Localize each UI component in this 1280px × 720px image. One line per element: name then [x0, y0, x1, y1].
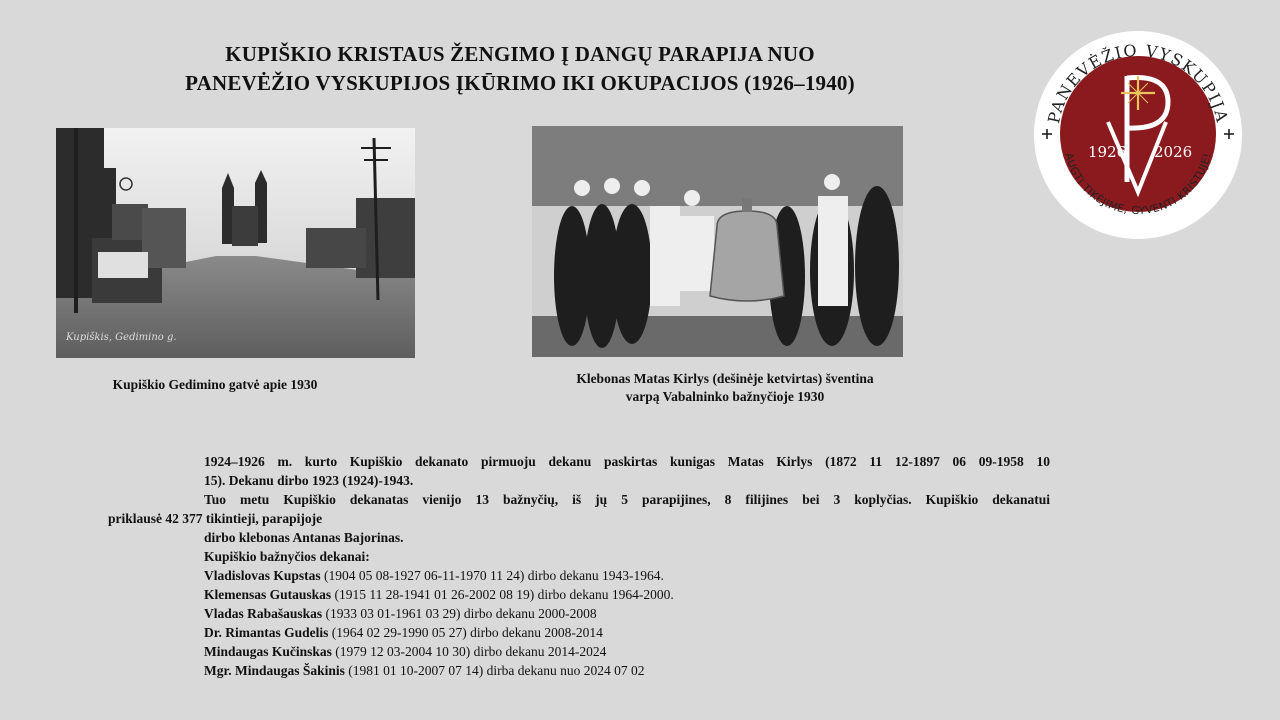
dean-item [204, 661, 1050, 680]
dean-details: (1964 02 29-1990 05 27) dirbo dekanu 2008-2014 [328, 625, 603, 640]
dean-details: (1981 01 10-2007 07 14) dirba dekanu nuo 2024 07 02 [344, 663, 645, 678]
diocese-logo [1032, 30, 1244, 240]
paragraph-2-line-1: Tuo metu Kupiškio dekanatas vienijo 13 bažnyčių, iš jų 5 parapijines, 8 filijines bei 3 koplyčias. Kupiškio dekanatui [204, 492, 1050, 507]
paragraph-1 [108, 452, 1050, 490]
dean-name: Klemensas Gutauskas [204, 587, 332, 602]
bell-photo-caption [540, 370, 910, 406]
paragraph-2 [108, 490, 1050, 528]
body-text [108, 452, 1050, 680]
dean-details: (1915 11 28-1941 01 26-2002 08 19) dirbo dekanu 1964-2000. [331, 587, 674, 602]
dean-name: Vladislovas Kupstas [204, 568, 321, 583]
deans-list [108, 547, 1050, 680]
dean-item [204, 642, 1050, 661]
bell-photo-caption-line-2: varpą Vabalninko bažnyčioje 1930 [625, 389, 825, 404]
diocese-logo-graphic [1032, 30, 1244, 240]
paragraph-1-line-1: 1924–1926 m. kurto Kupiškio dekanato pirmuoju dekanu paskirtas kunigas Matas Kirlys (1872 11 12-1897 06 09-1958 10 [204, 454, 1050, 469]
dean-item [204, 623, 1050, 642]
street-photo [56, 128, 415, 358]
dean-item [204, 604, 1050, 623]
dean-details: (1979 12 03-2004 10 30) dirbo dekanu 2014-2024 [331, 644, 607, 659]
photo-inscription: Kupiškis, Gedimino g. [66, 332, 177, 343]
logo-year-right: 2026 [1154, 143, 1193, 161]
dean-name: Mindaugas Kučinskas [204, 644, 332, 659]
page-title [110, 40, 930, 98]
dean-name: Mgr. Mindaugas Šakinis [204, 663, 345, 678]
title-line-1: KUPIŠKIO KRISTAUS ŽENGIMO Į DANGŲ PARAPIJA NUO [225, 42, 815, 66]
title-line-2: PANEVĖŽIO VYSKUPIJOS ĮKŪRIMO IKI OKUPACIJOS (1926–1940) [185, 71, 855, 95]
dean-name: Vladas Rabašauskas [204, 606, 323, 621]
dean-name: Dr. Rimantas Gudelis [204, 625, 329, 640]
logo-ring-bottom-text: AUGTI TIKĖJIME, GYVENTI KRISTUJE! [1062, 151, 1214, 218]
dean-details: (1904 05 08-1927 06-11-1970 11 24) dirbo dekanu 1943-1964. [320, 568, 664, 583]
deans-list-heading: Kupiškio bažnyčios dekanai: [204, 549, 370, 564]
dean-item [204, 566, 1050, 585]
logo-ring-top-text: PANEVĖŽIO VYSKUPIJA [1044, 40, 1232, 125]
bell-blessing-photo [532, 126, 903, 357]
street-photo-caption: Kupiškio Gedimino gatvė apie 1930 [112, 377, 318, 392]
dean-details: (1933 03 01-1961 03 29) dirbo dekanu 2000-2008 [322, 606, 597, 621]
paragraph-3: dirbo klebonas Antanas Bajorinas. [204, 530, 404, 545]
dean-item [204, 585, 1050, 604]
logo-year-left: 1926 [1088, 143, 1127, 161]
paragraph-1-line-2: 15). Dekanu dirbo 1923 (1924)-1943. [204, 473, 414, 488]
bell-photo-caption-line-1: Klebonas Matas Kirlys (dešinėje ketvirtas) šventina [576, 371, 874, 386]
paragraph-2-line-2: priklausė 42 377 tikintieji, parapijoje [108, 511, 323, 526]
